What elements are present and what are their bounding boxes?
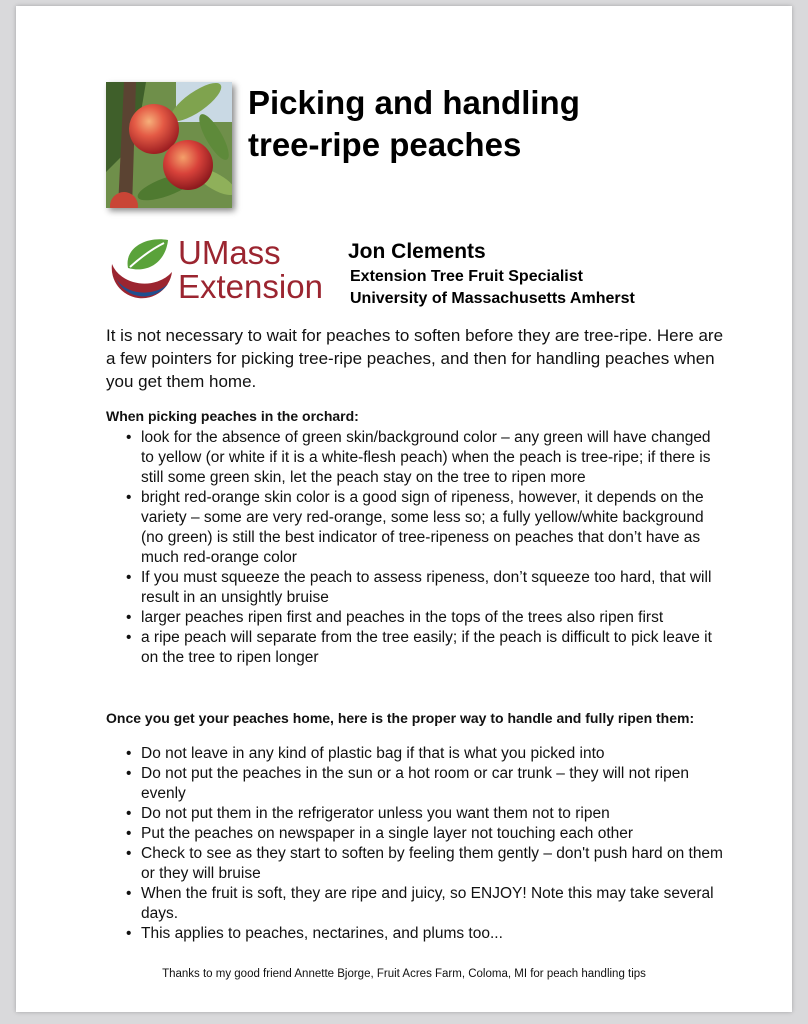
picking-list [124, 428, 724, 668]
logo-wordmark [178, 236, 323, 304]
title-line-2: tree-ripe peaches [248, 126, 522, 163]
author-role: Extension Tree Fruit Specialist [350, 268, 583, 285]
list-item: • Put the peaches on newspaper in a single layer not touching each other [124, 824, 724, 844]
umass-leaf-icon [106, 234, 176, 306]
document-page [16, 6, 792, 1012]
list-item: • Do not put them in the refrigerator unless you want them not to ripen [124, 804, 724, 824]
list-item: • larger peaches ripen first and peaches in the tops of the trees also ripen first [124, 608, 724, 628]
peach-photo [106, 82, 232, 208]
logo-line-extension: Extension [178, 268, 323, 305]
handling-heading: Once you get your peaches home, here is the proper way to handle and fully ripen them: [106, 710, 695, 726]
logo-line-umass: UMass [178, 234, 281, 271]
list-item: • Do not leave in any kind of plastic bag if that is what you picked into [124, 744, 724, 764]
footnote: Thanks to my good friend Annette Bjorge, Fruit Acres Farm, Coloma, MI for peach handling tips [162, 968, 646, 980]
handling-list [124, 744, 724, 944]
document-title [248, 82, 668, 166]
list-item: • look for the absence of green skin/background color – any green will have changed to yellow (or white if it is a white-flesh peach) when the peach is tree-ripe; if there is still some green skin, let the peach stay on the tree to ripen more [124, 428, 724, 488]
picking-heading: When picking peaches in the orchard: [106, 408, 359, 424]
list-item: • This applies to peaches, nectarines, and plums too... [124, 924, 724, 944]
list-item: • When the fruit is soft, they are ripe and juicy, so ENJOY! Note this may take several days. [124, 884, 724, 924]
list-item: • Check to see as they start to soften by feeling them gently – don't push hard on them or they will bruise [124, 844, 724, 884]
list-item: • If you must squeeze the peach to assess ripeness, don’t squeeze too hard, that will result in an unsightly bruise [124, 568, 724, 608]
list-item: • a ripe peach will separate from the tree easily; if the peach is difficult to pick leave it on the tree to ripen longer [124, 628, 724, 668]
list-item: • bright red-orange skin color is a good sign of ripeness, however, it depends on the variety – some are very red-orange, some less so; a fully yellow/white background (no green) is still the best indicator of tree-ripeness on peaches that don’t have as much red-orange color [124, 488, 724, 568]
title-line-1: Picking and handling [248, 84, 580, 121]
umass-extension-logo [106, 234, 338, 306]
intro-paragraph: It is not necessary to wait for peaches to soften before they are tree-ripe. Here are a few pointers for picking tree-ripe peaches, and then for handling peaches when you get them home. [106, 326, 724, 391]
author-affiliation: University of Massachusetts Amherst [350, 290, 635, 307]
list-item: • Do not put the peaches in the sun or a hot room or car trunk – they will not ripen evenly [124, 764, 724, 804]
author-name: Jon Clements [348, 240, 486, 263]
